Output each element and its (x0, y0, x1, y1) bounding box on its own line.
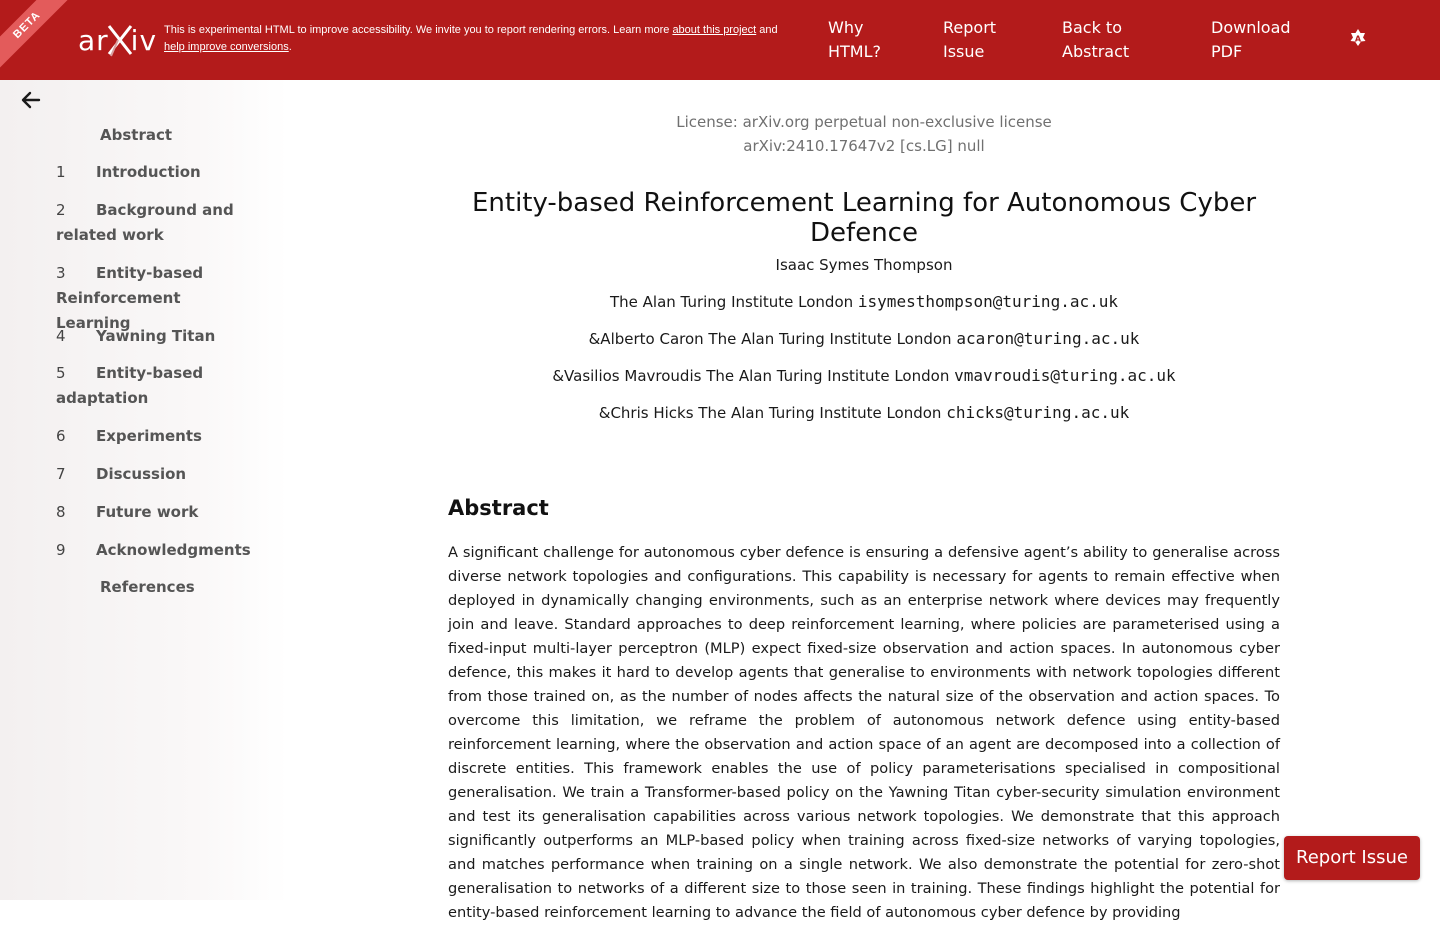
toc-label: Entity-based adaptation (56, 364, 204, 407)
license-text: License: arXiv.org perpetual non-exclusive license (676, 113, 1052, 131)
toc-label: Experiments (96, 427, 202, 445)
toc-num: 6 (56, 427, 66, 445)
download-pdf-line1: Download (1211, 18, 1291, 37)
toc-num: 3 (56, 264, 66, 282)
notice-end: . (288, 41, 292, 53)
toc-item-references[interactable] (100, 575, 300, 600)
toc-item-introduction[interactable] (56, 160, 256, 185)
toc-label: Discussion (96, 465, 187, 483)
toc-num: 7 (56, 465, 66, 483)
author-affiliation: &Vasilios Mavroudis The Alan Turing Institute London (552, 367, 955, 385)
author-line (448, 329, 1280, 348)
author-line (448, 292, 1280, 311)
author-affiliation: &Chris Hicks The Alan Turing Institute London (598, 404, 947, 422)
arxiv-id: arXiv:2410.17647v2 [cs.LG] null (743, 137, 985, 155)
author-email: vmavroudis@turing.ac.uk (954, 366, 1176, 385)
author-affiliation: The Alan Turing Institute London (610, 293, 858, 311)
toc-item-acknowledgments[interactable] (56, 538, 256, 563)
toc-label: Introduction (96, 163, 201, 181)
beta-ribbon: BETA (0, 0, 81, 79)
report-issue-line2: Issue (943, 42, 985, 61)
svg-text:A: A (1354, 34, 1362, 44)
toc-label: Background and related work (56, 201, 234, 244)
toc-item-abstract[interactable] (100, 123, 300, 148)
why-html-line1: Why (828, 18, 864, 37)
author-email: chicks@turing.ac.uk (946, 403, 1130, 422)
notice-text: This is experimental HTML to improve accessibility. We invite you to report rendering errors. Learn more (164, 24, 673, 36)
toc-item-yawning-titan[interactable] (56, 324, 256, 349)
toc-label: Entity-based Reinforcement Learning (56, 264, 204, 332)
toc-item-background[interactable] (56, 198, 256, 248)
download-pdf-link[interactable] (1211, 16, 1291, 64)
report-issue-line1: Report (943, 18, 997, 37)
download-pdf-line2: PDF (1211, 42, 1243, 61)
why-html-link[interactable] (828, 16, 881, 64)
toc-label: Yawning Titan (96, 327, 216, 345)
toc-num: 8 (56, 503, 66, 521)
toc-num: 2 (56, 201, 66, 219)
author-line (448, 256, 1280, 274)
author-line (448, 366, 1280, 385)
toc-num: 1 (56, 163, 66, 181)
back-to-abstract-link[interactable] (1062, 16, 1129, 64)
toc-num: 4 (56, 327, 66, 345)
abstract-text: A significant challenge for autonomous cyber defence is ensuring a defensive agent’s ability to generalise across diverse network topologies and configurations. This capability is necessary for agents to remain effective when deployed in dynamically changing environments, such as an enterprise network where devices may frequently join and leave. Standard approaches to deep reinforcement learning, where policies are parameterised using a fixed-input multi-layer perceptron (MLP) expect fixed-size observation and action spaces. In autonomous cyber defence, this makes it hard to develop agents that generalise to environments with network topologies different from those trained on, as the number of nodes affects the natural size of the observation and action spaces. To overcome this limitation, we reframe the problem of autonomous network defence using entity-based reinforcement learning, where the observation and action space of an agent are decomposed into a collection of discrete entities. This framework enables the use of policy parameterisations specialised in compositional generalisation. We train a Transformer-based policy on the Yawning Titan cyber-security simulation environment and test its generalisation capabilities across various network topologies. We demonstrate that this approach significantly outperforms an MLP-based policy when training across fixed-size networks of varying topologies, and matches performance when training on a single network. We also demonstrate the potential for zero-shot generalisation to networks of a different size to those seen in training. These findings highlight the potential for entity-based reinforcement learning to advance the field of autonomous cyber defence by providing (448, 544, 1280, 921)
license-block (448, 110, 1280, 158)
help-improve-link[interactable]: help improve conversions (164, 41, 289, 53)
logo-text-left: ar (78, 23, 109, 57)
report-issue-button[interactable]: Report Issue (1284, 836, 1420, 880)
toc-num: 9 (56, 541, 66, 559)
author-affiliation: &Alberto Caron The Alan Turing Institute London (588, 330, 957, 348)
top-header (0, 0, 1440, 80)
toc-sidebar (0, 80, 288, 900)
logo-text-right: iv (130, 23, 158, 57)
report-issue-link[interactable] (943, 16, 996, 64)
toc-item-future-work[interactable] (56, 500, 256, 525)
toc-item-entity-based-adaptation[interactable] (56, 361, 256, 411)
toc-label: References (100, 578, 195, 596)
back-to-abstract-line1: Back to (1062, 18, 1122, 37)
toc-num: 5 (56, 364, 66, 382)
author-email: acaron@turing.ac.uk (956, 329, 1140, 348)
arrow-left-icon[interactable] (20, 90, 42, 110)
paper-title: Entity-based Reinforcement Learning for Autonomous Cyber Defence (471, 188, 1257, 248)
author-line (448, 403, 1280, 422)
theme-toggle-icon[interactable] (1348, 28, 1368, 48)
why-html-line2: HTML? (828, 42, 882, 61)
experimental-notice (164, 22, 814, 56)
arxiv-logo[interactable] (78, 22, 157, 58)
toc-label: Future work (96, 503, 199, 521)
author-email: isymesthompson@turing.ac.uk (857, 292, 1118, 311)
toc-label: Abstract (100, 126, 173, 144)
back-to-abstract-line2: Abstract (1062, 42, 1130, 61)
logo-x-icon (109, 24, 131, 57)
toc-item-discussion[interactable] (56, 462, 256, 487)
abstract-heading: Abstract (448, 496, 549, 520)
notice-mid: and (756, 24, 778, 36)
about-project-link[interactable]: about this project (672, 24, 757, 36)
toc-label: Acknowledgments (96, 541, 251, 559)
toc-item-experiments[interactable] (56, 424, 256, 449)
author-text: Isaac Symes Thompson (775, 256, 953, 274)
